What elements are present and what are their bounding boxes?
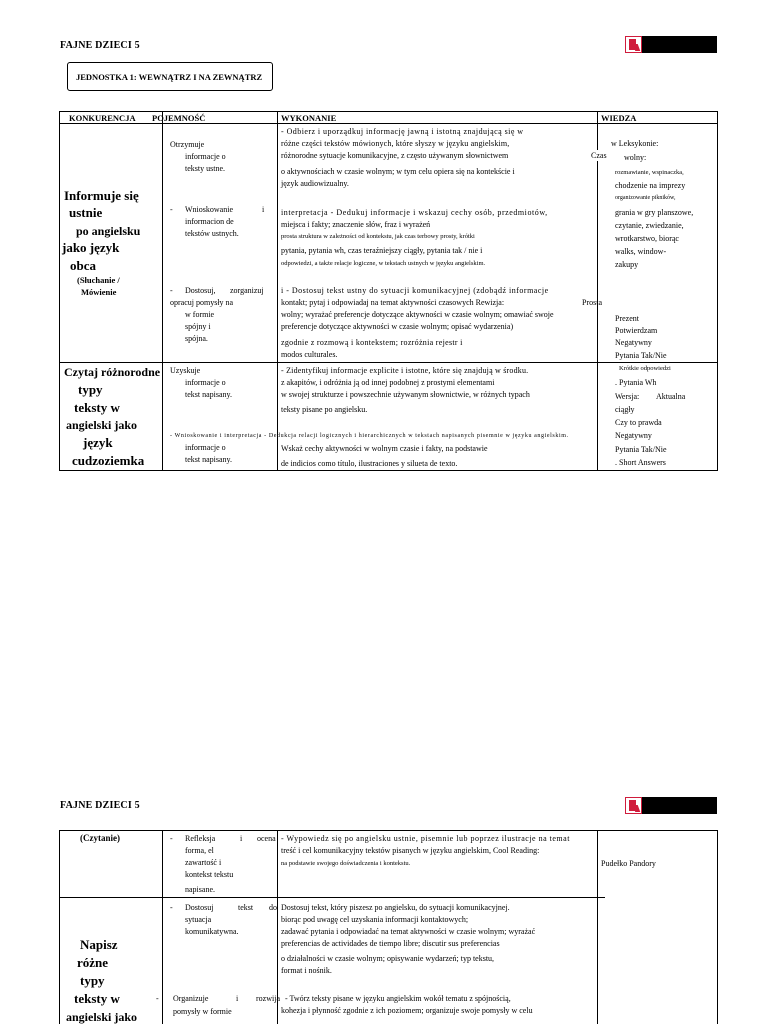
- publisher-logo-page2: [625, 797, 717, 814]
- logo-mark-icon: [625, 36, 642, 53]
- competence-reading-label: (Czytanie): [80, 833, 120, 843]
- page2-header-title: FAJNE DZIECI 5: [60, 800, 140, 811]
- unit-label: JEDNOSTKA 1: WEWNĄTRZ I NA ZEWNĄTRZ: [67, 62, 273, 91]
- col-header-competence: KONKURENCJA: [69, 113, 136, 123]
- publisher-logo: [625, 36, 717, 53]
- page-header-title: FAJNE DZIECI 5: [60, 40, 140, 51]
- col-header-knowledge: WIEDZA: [601, 113, 637, 123]
- logo-mark-icon: [625, 797, 642, 814]
- col-header-capacity: POJEMNOŚĆ: [152, 113, 206, 123]
- col-header-performance: WYKONANIE: [281, 113, 337, 123]
